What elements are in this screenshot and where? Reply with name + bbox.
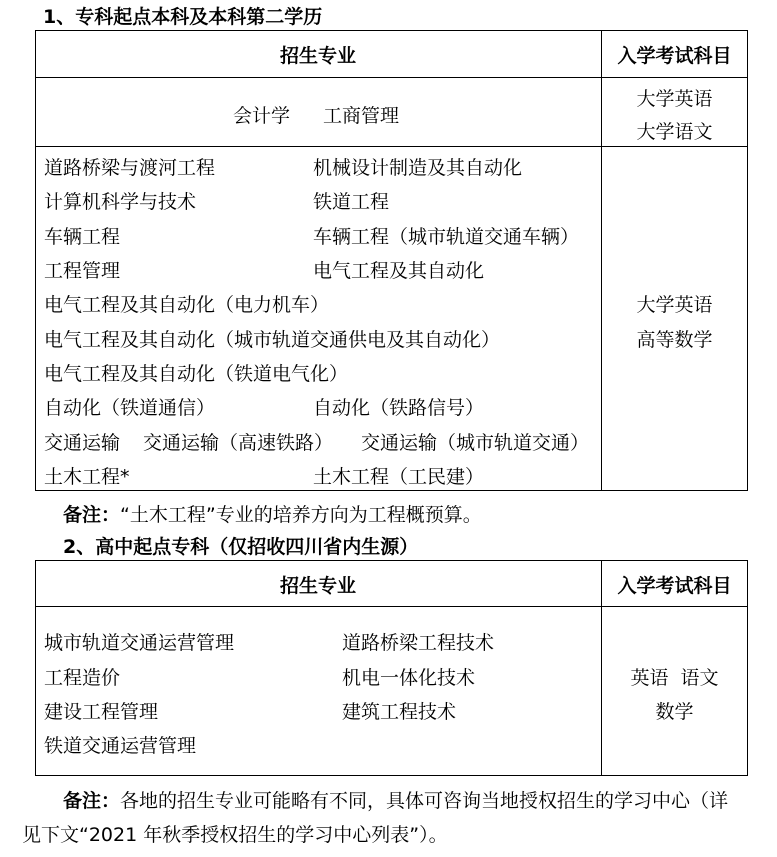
major-list-item: 机电一体化技术 (342, 667, 476, 689)
major-list-item: 建设工程管理 (44, 701, 159, 723)
major-list-item: 车辆工程（城市轨道交通车辆） (313, 226, 580, 248)
note-1 (63, 500, 482, 527)
major-list-item: 铁道交通运营管理 (44, 735, 197, 757)
exam-table2-english-chinese: 英语 语文 (630, 667, 719, 689)
table2-header-divider (35, 606, 748, 607)
exam-row1-chinese: 大学语文 (636, 121, 713, 143)
table1-row-divider (35, 146, 748, 147)
major-business-management: 工商管理 (323, 105, 400, 127)
major-list-item: 电气工程及其自动化（电力机车） (44, 294, 330, 316)
major-accounting: 会计学 (233, 105, 291, 127)
major-list-item: 土木工程（工民建） (313, 466, 485, 488)
table1-header-exam: 入学考试科目 (617, 45, 732, 67)
table1-header-divider (35, 77, 748, 78)
major-list-item: 电气工程及其自动化 (313, 260, 485, 282)
section2-title: 2、高中起点专科（仅招收四川省内生源） (63, 536, 419, 558)
exam-row1-english: 大学英语 (636, 88, 713, 110)
major-list-item: 电气工程及其自动化（城市轨道交通供电及其自动化） (44, 329, 501, 351)
major-list-item: 车辆工程 (44, 226, 121, 248)
major-list-item: 城市轨道交通运营管理 (44, 632, 235, 654)
major-list-item: 机械设计制造及其自动化 (313, 157, 523, 179)
major-list-item: 工程造价 (44, 667, 121, 689)
major-list-item: 建筑工程技术 (342, 701, 457, 723)
major-list-item: 自动化（铁路信号） (313, 397, 485, 419)
table2-header-major: 招生专业 (279, 575, 356, 597)
major-list-item: 工程管理 (44, 260, 121, 282)
major-list-item: 道路桥梁工程技术 (342, 632, 495, 654)
major-list-item: 电气工程及其自动化（铁道电气化） (44, 363, 349, 385)
major-list-item: 自动化（铁道通信） (44, 397, 216, 419)
major-list-item: 交通运输（高速铁路） (143, 432, 334, 454)
major-list-item: 交通运输 (44, 432, 121, 454)
table1-header-major: 招生专业 (279, 45, 356, 67)
footer-note-label: 备注： (63, 790, 121, 812)
major-list-item: 土木工程* (44, 466, 130, 488)
note-1-text: “土木工程”专业的培养方向为工程概预算。 (120, 504, 482, 526)
major-list-item: 交通运输（城市轨道交通） (361, 432, 590, 454)
footer-note-line2: 见下文“2021 年秋季授权招生的学习中心列表”）。 (22, 824, 448, 846)
exam-table2-math: 数学 (655, 701, 694, 723)
footer-note-line1 (63, 786, 728, 813)
note-1-label: 备注： (63, 504, 121, 526)
footer-note-text: 各地的招生专业可能略有不同，具体可咨询当地授权招生的学习中心（详 (120, 790, 729, 812)
major-list-item: 铁道工程 (313, 191, 390, 213)
exam-row2-english: 大学英语 (636, 294, 713, 316)
section1-title: 1、专科起点本科及本科第二学历 (43, 6, 323, 28)
table2-header-exam: 入学考试科目 (617, 575, 732, 597)
major-list-item: 道路桥梁与渡河工程 (44, 157, 216, 179)
major-list-item: 计算机科学与技术 (44, 191, 197, 213)
exam-row2-math: 高等数学 (636, 329, 713, 351)
